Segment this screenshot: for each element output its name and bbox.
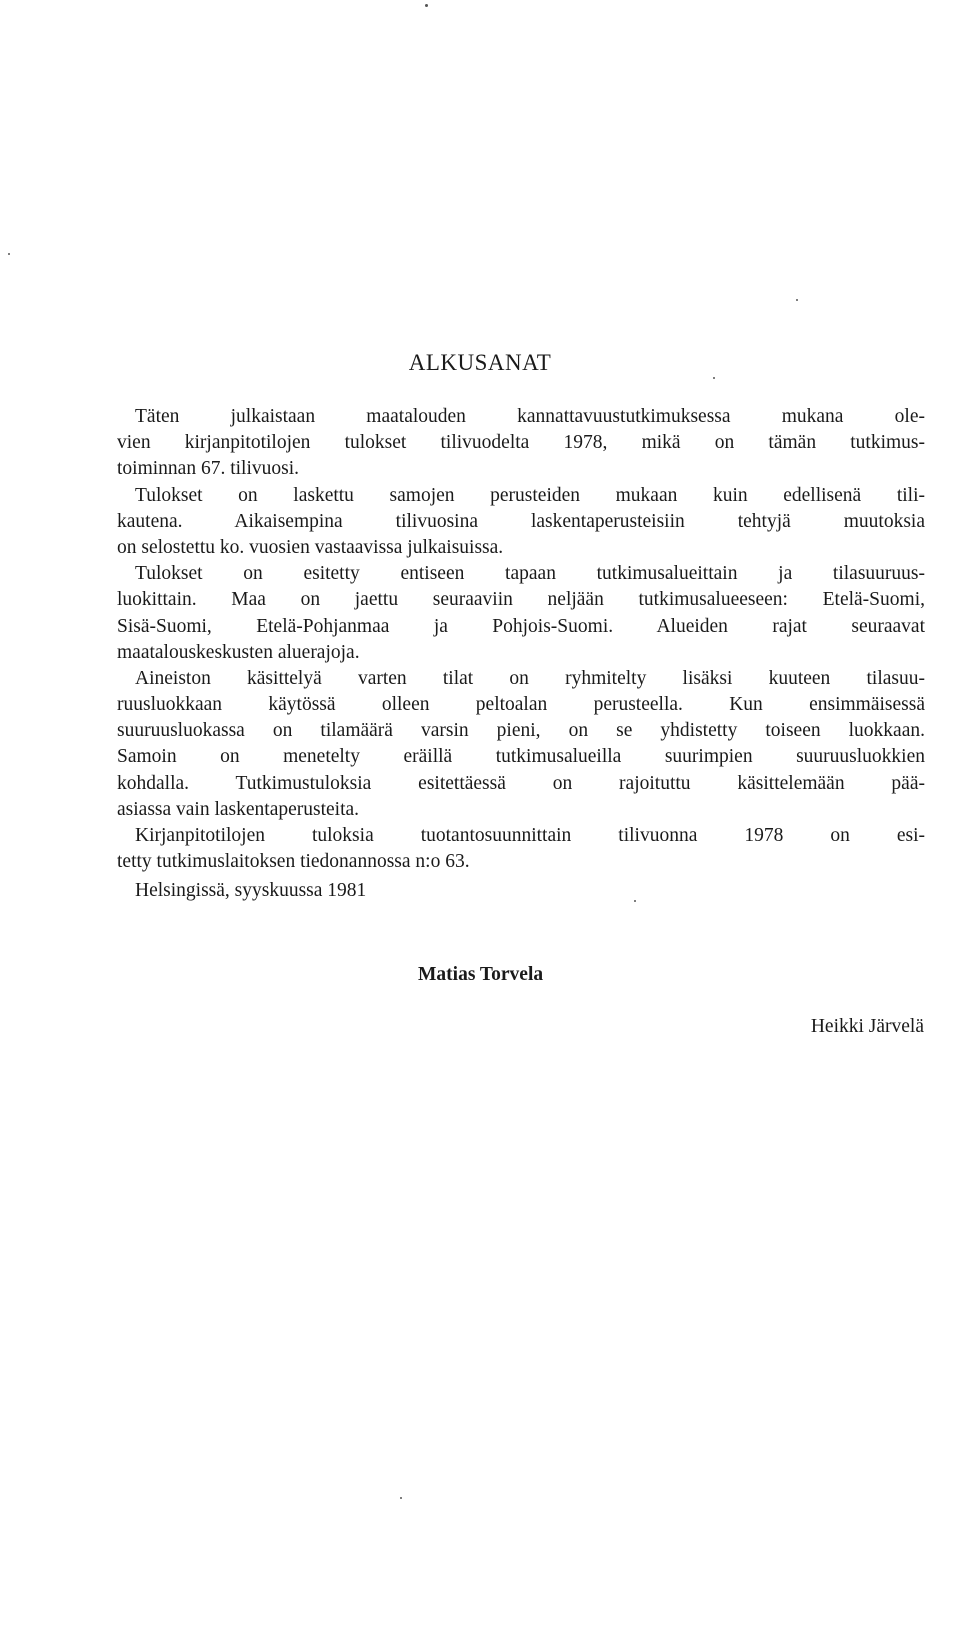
- preface-body: [117, 404, 925, 875]
- text-line: Tulokset on laskettu samojen perusteiden mukaan kuin edellisenä tili-: [135, 484, 925, 506]
- text-line: ruusluokkaan käytössä olleen peltoalan perusteella. Kun ensimmäisessä: [117, 694, 925, 716]
- text-line: kautena. Aikaisempina tilivuosina laskentaperusteisiin tehtyjä muutoksia: [117, 510, 925, 532]
- scan-speck: [713, 377, 715, 379]
- text-line: asiassa vain laskentaperusteita.: [117, 798, 360, 820]
- signatory-name: Heikki Järvelä: [810, 1016, 924, 1037]
- scan-speck: [634, 900, 636, 902]
- text-line: Aineiston käsittelyä varten tilat on ryhmitelty lisäksi kuuteen tilasuu-: [135, 667, 925, 689]
- signatory-name: Matias Torvela: [418, 964, 544, 985]
- scan-speck: [8, 253, 10, 255]
- place-date: Helsingissä, syyskuussa 1981: [135, 880, 367, 901]
- text-line: vien kirjanpitotilojen tulokset tilivuodelta 1978, mikä on tämän tutkimus-: [117, 432, 925, 454]
- text-line: Kirjanpitotilojen tuloksia tuotantosuunnittain tilivuonna 1978 on esi-: [135, 825, 925, 846]
- text-line: Sisä-Suomi, Etelä-Pohjanmaa ja Pohjois-Suomi. Alueiden rajat seuraavat: [117, 615, 925, 637]
- scan-speck: [425, 4, 428, 7]
- scan-speck: [796, 299, 798, 301]
- text-line: Täten julkaistaan maatalouden kannattavuustutkimuksessa mukana ole-: [135, 406, 925, 427]
- text-line: maatalouskeskusten aluerajoja.: [117, 641, 360, 663]
- text-line: suuruusluokassa on tilamäärä varsin pieni, on se yhdistetty toiseen luokkaan.: [117, 720, 925, 742]
- text-line: luokittain. Maa on jaettu seuraaviin neljään tutkimusalueeseen: Etelä-Suomi,: [117, 589, 925, 611]
- text-line: tetty tutkimuslaitoksen tiedonannossa n:o 63.: [117, 851, 470, 873]
- text-line: Tulokset on esitetty entiseen tapaan tutkimusalueittain ja tilasuuruus-: [135, 563, 925, 585]
- document-title: ALKUSANAT: [408, 350, 552, 375]
- text-line: Samoin on menetelty eräillä tutkimusalueilla suurimpien suuruusluokkien: [117, 746, 925, 768]
- text-line: kohdalla. Tutkimustuloksia esitettäessä on rajoituttu käsittelemään pää-: [117, 772, 925, 794]
- text-line: on selostettu ko. vuosien vastaavissa julkaisuissa.: [117, 536, 504, 558]
- scan-speck: [400, 1497, 402, 1499]
- text-line: toiminnan 67. tilivuosi.: [117, 458, 300, 480]
